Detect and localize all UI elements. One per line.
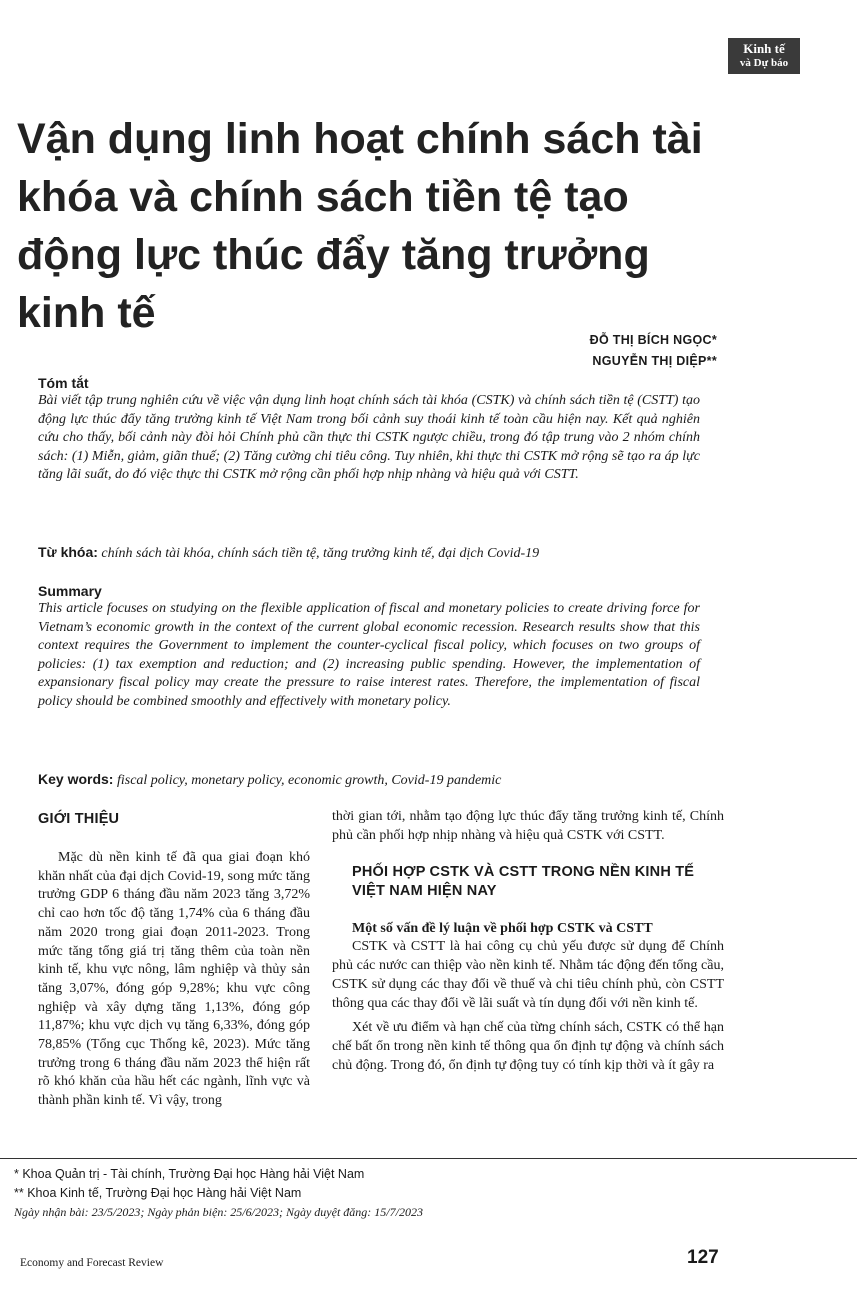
logo-line-1: Kinh tế — [743, 41, 785, 56]
intro-heading: GIỚI THIỆU — [38, 811, 120, 827]
abstract-vi — [38, 374, 700, 485]
abstract-en — [38, 582, 700, 711]
section-2-heading: PHỐI HỢP CSTK VÀ CSTT TRONG NỀN KINH TẾ VIỆT NAM HIỆN NAY — [352, 864, 695, 900]
abstract-en-heading: Summary — [38, 583, 102, 599]
keywords-vi-label: Từ khóa: — [38, 544, 98, 560]
column-left — [38, 810, 310, 1111]
authors — [590, 330, 717, 372]
keywords-en — [38, 770, 700, 790]
author-2: NGUYỄN THỊ DIỆP** — [592, 354, 717, 368]
footnote-1: * Khoa Quản trị - Tài chính, Trường Đại học Hàng hải Việt Nam — [14, 1167, 365, 1181]
journal-logo — [728, 38, 800, 74]
abstract-vi-text: Bài viết tập trung nghiên cứu về việc vận dụng linh hoạt chính sách tài khóa (CSTK) và chính sách tiền tệ (CSTT) tạo động lực thúc đẩy tăng trưởng kinh tế Việt Nam trong bối cảnh suy thoái kinh tế toàn cầu hiện nay. Kết quả nghiên cứu cho thấy, bối cảnh này đòi hỏi Chính phủ cần thực thi CSTK ngược chiều, trong đó tập trung vào 2 nhóm chính sách: (1) Miễn, giảm, giãn thuế; (2) Tăng cường chi tiêu công. Tuy nhiên, khi thực thi CSTK mở rộng sẽ tạo ra áp lực tăng lãi suất, do đó việc thực thi CSTK mở rộng cần phối hợp nhịp nhàng và hiệu quả với CSTT. — [38, 393, 700, 482]
subsection-heading: Một số vấn đề lý luận về phối hợp CSTK và CSTT — [352, 921, 653, 937]
journal-name: Economy and Forecast Review — [20, 1257, 164, 1269]
keywords-vi — [38, 543, 700, 563]
logo-line-2: và Dự báo — [739, 57, 789, 69]
footnotes — [14, 1165, 794, 1222]
keywords-en-label: Key words: — [38, 771, 114, 787]
footnote-2: ** Khoa Kinh tế, Trường Đại học Hàng hải Việt Nam — [14, 1186, 302, 1200]
abstract-vi-heading: Tóm tắt — [38, 375, 89, 391]
keywords-en-value: fiscal policy, monetary policy, economic growth, Covid-19 pandemic — [116, 773, 502, 788]
author-1: ĐỖ THỊ BÍCH NGỌC* — [589, 333, 717, 347]
submission-dates: Ngày nhận bài: 23/5/2023; Ngày phản biện: 25/6/2023; Ngày duyệt đăng: 15/7/2023 — [14, 1205, 423, 1219]
page-number: 127 — [687, 1247, 719, 1268]
column-right — [332, 808, 724, 1075]
keywords-vi-value: chính sách tài khóa, chính sách tiền tệ, tăng trưởng kinh tế, đại dịch Covid-19 — [101, 546, 540, 561]
paragraph-2: CSTK và CSTT là hai công cụ chủ yếu được sử dụng để Chính phủ các nước can thiệp vào nền kinh tế. Nhằm tác động đến tổng cầu, CSTK sử dụng các thay đổi về thuế và chi tiêu chính phủ, còn CSTT thông qua các thay đổi về lãi suất và tín dụng đối với nền kinh tế. — [332, 939, 724, 1011]
paragraph-3: Xét về ưu điểm và hạn chế của từng chính sách, CSTK có thể hạn chế bất ổn trong nền kinh tế thông qua ổn định tự động và chính sách chủ động. Trong đó, ổn định tự động tuy có tính kịp thời và ít gây ra — [332, 1020, 724, 1073]
abstract-en-text: This article focuses on studying on the flexible application of fiscal and monetary policies to create driving force for Vietnam’s economic growth in the context of the current global economic recession. Research results show that this context requires the Government to implement the counter-cyclical fiscal policy, which focuses on two groups of policies: (1) tax exemption and reduction; and (2) increasing public spending. However, the implementation of expansionary fiscal policy may create the pressure to raise interest rates. Therefore, the implementation of fiscal policy should be combined smoothly and effectively with monetary policy. — [38, 601, 700, 709]
intro-continuation: thời gian tới, nhằm tạo động lực thúc đẩy tăng trưởng kinh tế, Chính phủ cần phối hợp nhịp nhàng và hiệu quả CSTK với CSTT. — [332, 809, 724, 843]
article-title: Vận dụng linh hoạt chính sách tài khóa và chính sách tiền tệ tạo động lực thúc đẩy tăng trưởng kinh tế — [17, 115, 703, 337]
intro-paragraph: Mặc dù nền kinh tế đã qua giai đoạn khó khăn nhất của đại dịch Covid-19, song mức tăng trưởng GDP 6 tháng đầu năm 2023 tăng 3,72% chỉ cao hơn tốc độ tăng 1,74% của 6 tháng đầu năm 2020 trong giai đoạn 2011-2023. Trong mức tăng tổng giá trị tăng thêm của toàn nền kinh tế, khu vực nông, lâm nghiệp và thủy sản tăng 3,07%, đóng góp 9,28%; khu vực công nghiệp và xây dựng tăng 1,13%, đóng góp 11,87%; khu vực dịch vụ tăng 6,33%, đóng góp 78,85% (Tổng cục Thống kê, 2023). Mức tăng trưởng trong 6 tháng đầu năm 2023 thể hiện rất rõ khó khăn của hầu hết các ngành, lĩnh vực và thành phần kinh tế. Vì vậy, trong — [38, 850, 310, 1109]
footnote-divider — [0, 1158, 857, 1159]
